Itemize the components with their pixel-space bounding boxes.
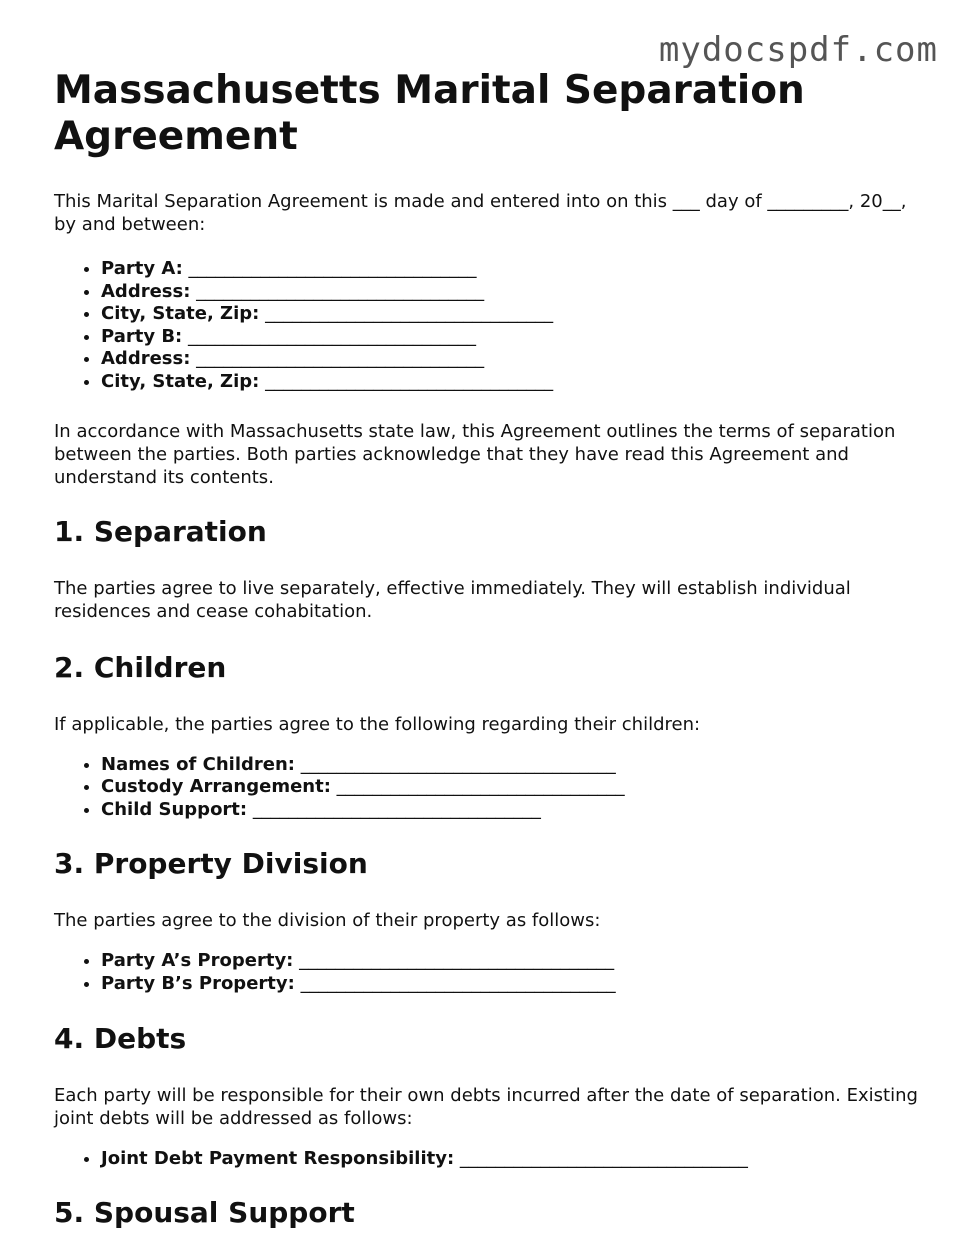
section-heading-property: 3. Property Division <box>54 847 368 881</box>
blank-line[interactable]: ___________________________________ <box>300 753 616 775</box>
field-label: Party B: <box>101 325 183 347</box>
accordance-paragraph: In accordance with Massachusetts state law, this Agreement outlines the terms of separation between the parties. Both parties acknowledge that they have read this Agreement and understand its contents. <box>54 420 896 488</box>
blank-line[interactable]: ________________________________ <box>188 258 477 279</box>
list-item <box>101 973 924 996</box>
field-label: Address: <box>101 348 191 370</box>
intro-paragraph: This Marital Separation Agreement is made and entered into on this ___ day of _________, 20__, by and between: <box>54 191 907 235</box>
list-item <box>101 326 924 349</box>
children-paragraph: If applicable, the parties agree to the following regarding their children: <box>54 713 701 735</box>
separation-paragraph: The parties agree to live separately, effective immediately. They will establish individual residences and cease cohabitation. <box>54 577 851 622</box>
parties-list <box>54 258 924 394</box>
property-paragraph: The parties agree to the division of their property as follows: <box>54 910 601 932</box>
blank-line[interactable]: ________________________________ <box>265 370 554 392</box>
field-label: Custody Arrangement: <box>101 776 331 798</box>
document-title: Massachusetts Marital Separation Agreement <box>54 68 805 159</box>
blank-line[interactable]: ________________________________ <box>196 280 485 302</box>
field-label: Address: <box>101 280 191 302</box>
blank-line[interactable]: ___________________________________ <box>300 972 616 994</box>
blank-line[interactable]: ________________________________ <box>252 798 541 820</box>
document-page <box>54 68 924 1258</box>
debts-paragraph: Each party will be responsible for their own debts incurred after the date of separation. Existing joint debts will be addressed as follows: <box>54 1084 918 1129</box>
debts-list <box>54 1148 924 1171</box>
list-item <box>101 281 924 304</box>
field-label: Party B’s Property: <box>101 972 295 994</box>
list-item <box>101 348 924 371</box>
section-heading-children: 2. Children <box>54 650 227 684</box>
list-item <box>101 950 924 973</box>
list-item <box>101 776 924 799</box>
field-label: Names of Children: <box>101 753 295 775</box>
blank-line[interactable]: ________________________________ <box>336 776 625 798</box>
blank-line[interactable]: ___________________________________ <box>299 950 615 972</box>
section-heading-debts: 4. Debts <box>54 1021 187 1055</box>
list-item <box>101 258 924 281</box>
children-list <box>54 754 924 822</box>
field-label: Party A’s Property: <box>101 950 294 972</box>
blank-line[interactable]: ________________________________ <box>459 1147 748 1169</box>
field-label: Child Support: <box>101 798 248 820</box>
blank-line[interactable]: ________________________________ <box>196 348 485 370</box>
watermark: mydocspdf.com <box>658 30 938 70</box>
property-list <box>54 950 924 995</box>
list-item <box>101 799 924 822</box>
list-item <box>101 371 924 394</box>
field-label: Party A: <box>101 258 183 279</box>
list-item <box>101 754 924 777</box>
list-item <box>101 1148 924 1171</box>
list-item <box>101 303 924 326</box>
blank-line[interactable]: ________________________________ <box>265 303 554 325</box>
field-label: Joint Debt Payment Responsibility: <box>101 1147 455 1169</box>
section-heading-spousal-support: 5. Spousal Support <box>54 1196 355 1230</box>
blank-line[interactable]: ________________________________ <box>188 325 476 347</box>
field-label: City, State, Zip: <box>101 370 260 392</box>
section-heading-separation: 1. Separation <box>54 514 267 548</box>
field-label: City, State, Zip: <box>101 303 260 325</box>
